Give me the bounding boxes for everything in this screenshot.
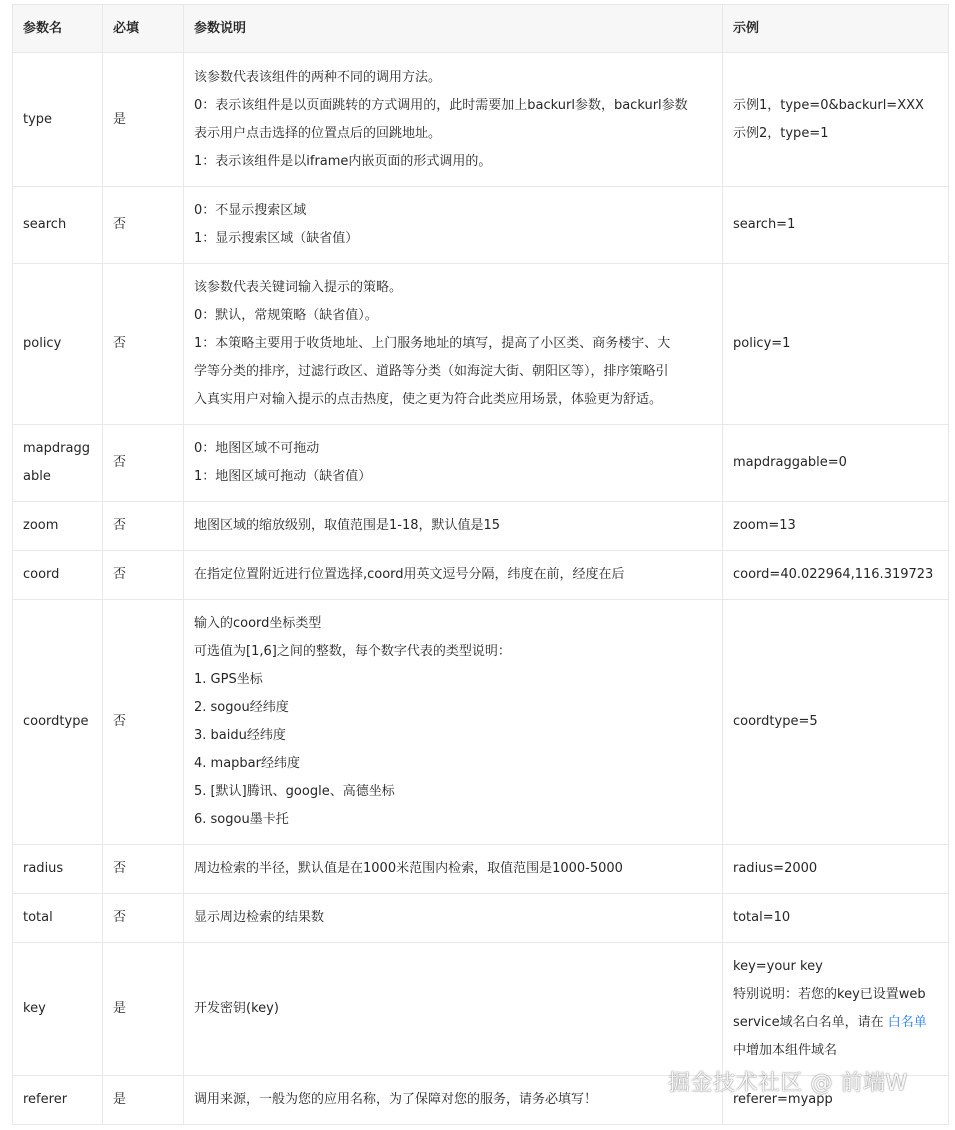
- param-example: [723, 943, 949, 1076]
- desc-line: 该参数代表关键词输入提示的策略。: [194, 280, 403, 295]
- desc-line: 可选值为[1,6]之间的整数，每个数字代表的类型说明：: [194, 644, 511, 659]
- whitelist-link[interactable]: 白名单: [887, 1015, 927, 1030]
- param-description: [184, 502, 723, 551]
- param-description: [184, 551, 723, 600]
- table-row: [13, 943, 949, 1076]
- param-name: search: [13, 187, 103, 264]
- desc-line: 学等分类的排序，过滤行政区、道路等分类（如海淀大街、朝阳区等），排序策略引: [194, 364, 669, 379]
- desc-line: 周边检索的半径，默认值是在1000米范围内检索，取值范围是1000-5000: [194, 861, 623, 876]
- desc-line: 表示用户点击选择的位置点后的回跳地址。: [194, 125, 442, 141]
- param-name: policy: [13, 264, 103, 425]
- param-description: [184, 425, 723, 502]
- desc-line: 5. [默认]腾讯、google、高德坐标: [194, 784, 395, 799]
- param-description: [184, 53, 723, 187]
- desc-line: 入真实用户对输入提示的点击热度，使之更为符合此类应用场景，体验更为舒适。: [194, 392, 663, 407]
- table-row: [13, 894, 949, 943]
- param-name: total: [13, 894, 103, 943]
- param-required: 否: [103, 894, 184, 943]
- param-description: [184, 894, 723, 943]
- param-example: [723, 551, 949, 600]
- table-row: [13, 845, 949, 894]
- desc-line: 该参数代表该组件的两种不同的调用方法。: [194, 69, 442, 85]
- desc-line: 开发密钥(key): [194, 1001, 279, 1016]
- example-line: zoom=13: [733, 518, 796, 533]
- desc-line: 6. sogou墨卡托: [194, 812, 289, 827]
- desc-line: 0：地图区域不可拖动: [194, 441, 320, 456]
- desc-line: 0：表示该组件是以页面跳转的方式调用的，此时需要加上backurl参数，backurl参数: [194, 97, 688, 113]
- desc-line: 调用来源，一般为您的应用名称，为了保障对您的服务，请务必填写！: [194, 1092, 598, 1107]
- param-name: referer: [13, 1076, 103, 1125]
- param-required: 是: [103, 53, 184, 187]
- param-description: [184, 943, 723, 1076]
- param-example: [723, 600, 949, 845]
- param-example: [723, 264, 949, 425]
- desc-line: 地图区域的缩放级别，取值范围是1-18，默认值是15: [194, 518, 501, 533]
- example-line: 示例1，type=0&backurl=XXX: [733, 97, 924, 113]
- example-line: 示例2，type=1: [733, 125, 829, 141]
- param-required: 否: [103, 264, 184, 425]
- table-row: [13, 187, 949, 264]
- param-required: 否: [103, 187, 184, 264]
- params-table: [12, 4, 949, 1125]
- desc-line: 在指定位置附近进行位置选择,coord用英文逗号分隔，纬度在前，经度在后: [194, 567, 625, 582]
- param-example: [723, 425, 949, 502]
- example-line: coordtype=5: [733, 714, 818, 729]
- example-line: referer=myapp: [733, 1092, 833, 1107]
- example-line: 特别说明：若您的key已设置web: [733, 987, 926, 1002]
- example-line: mapdraggable=0: [733, 455, 847, 470]
- table-row: [13, 53, 949, 187]
- desc-line: 1：地图区域可拖动（缺省值）: [194, 469, 372, 484]
- example-line: total=10: [733, 910, 791, 925]
- param-description: [184, 600, 723, 845]
- param-example: [723, 187, 949, 264]
- desc-line: 4. mapbar经纬度: [194, 756, 300, 771]
- param-name: zoom: [13, 502, 103, 551]
- param-required: 否: [103, 551, 184, 600]
- param-required: 是: [103, 943, 184, 1076]
- example-text: service域名白名单，请在: [733, 1015, 888, 1030]
- example-line: policy=1: [733, 336, 791, 351]
- desc-line: 输入的coord坐标类型: [194, 616, 322, 631]
- header-example: 示例: [723, 5, 949, 53]
- desc-line: 2. sogou经纬度: [194, 700, 289, 715]
- param-example: [723, 502, 949, 551]
- param-name: type: [13, 53, 103, 187]
- desc-line: 3. baidu经纬度: [194, 728, 286, 743]
- desc-line: 0：不显示搜索区域: [194, 203, 307, 218]
- table-row: [13, 551, 949, 600]
- param-description: [184, 187, 723, 264]
- table-row: [13, 502, 949, 551]
- table-row: [13, 600, 949, 845]
- param-required: 否: [103, 845, 184, 894]
- desc-line: 1. GPS坐标: [194, 672, 263, 687]
- example-line: coord=40.022964,116.319723: [733, 567, 934, 582]
- param-example: [723, 894, 949, 943]
- desc-line: 1：表示该组件是以iframe内嵌页面的形式调用的。: [194, 153, 492, 169]
- param-description: [184, 1076, 723, 1125]
- desc-line: 显示周边检索的结果数: [194, 910, 325, 925]
- header-param-name: 参数名: [13, 5, 103, 53]
- param-name: coordtype: [13, 600, 103, 845]
- param-required: 否: [103, 600, 184, 845]
- example-line: key=your key: [733, 959, 823, 974]
- param-name: key: [13, 943, 103, 1076]
- watermark: 掘金技术社区 @ 前端W: [668, 1071, 908, 1096]
- header-required: 必填: [103, 5, 184, 53]
- table-header-row: [13, 5, 949, 53]
- example-line: radius=2000: [733, 861, 818, 876]
- param-description: [184, 264, 723, 425]
- table-row: [13, 425, 949, 502]
- param-name: coord: [13, 551, 103, 600]
- param-example: [723, 845, 949, 894]
- param-description: [184, 845, 723, 894]
- header-description: 参数说明: [184, 5, 723, 53]
- desc-line: 0：默认，常规策略（缺省值）。: [194, 308, 378, 323]
- example-line: 中增加本组件域名: [733, 1043, 838, 1058]
- desc-line: 1：本策略主要用于收货地址、上门服务地址的填写，提高了小区类、商务楼宇、大: [194, 336, 671, 351]
- param-required: 否: [103, 425, 184, 502]
- desc-line: 1：显示搜索区域（缺省值）: [194, 231, 359, 246]
- param-name: radius: [13, 845, 103, 894]
- param-example: [723, 53, 949, 187]
- table-row: [13, 264, 949, 425]
- example-line: search=1: [733, 217, 796, 232]
- param-required: 是: [103, 1076, 184, 1125]
- example-line: [733, 1009, 938, 1037]
- param-required: 否: [103, 502, 184, 551]
- param-name: mapdraggable: [13, 425, 103, 502]
